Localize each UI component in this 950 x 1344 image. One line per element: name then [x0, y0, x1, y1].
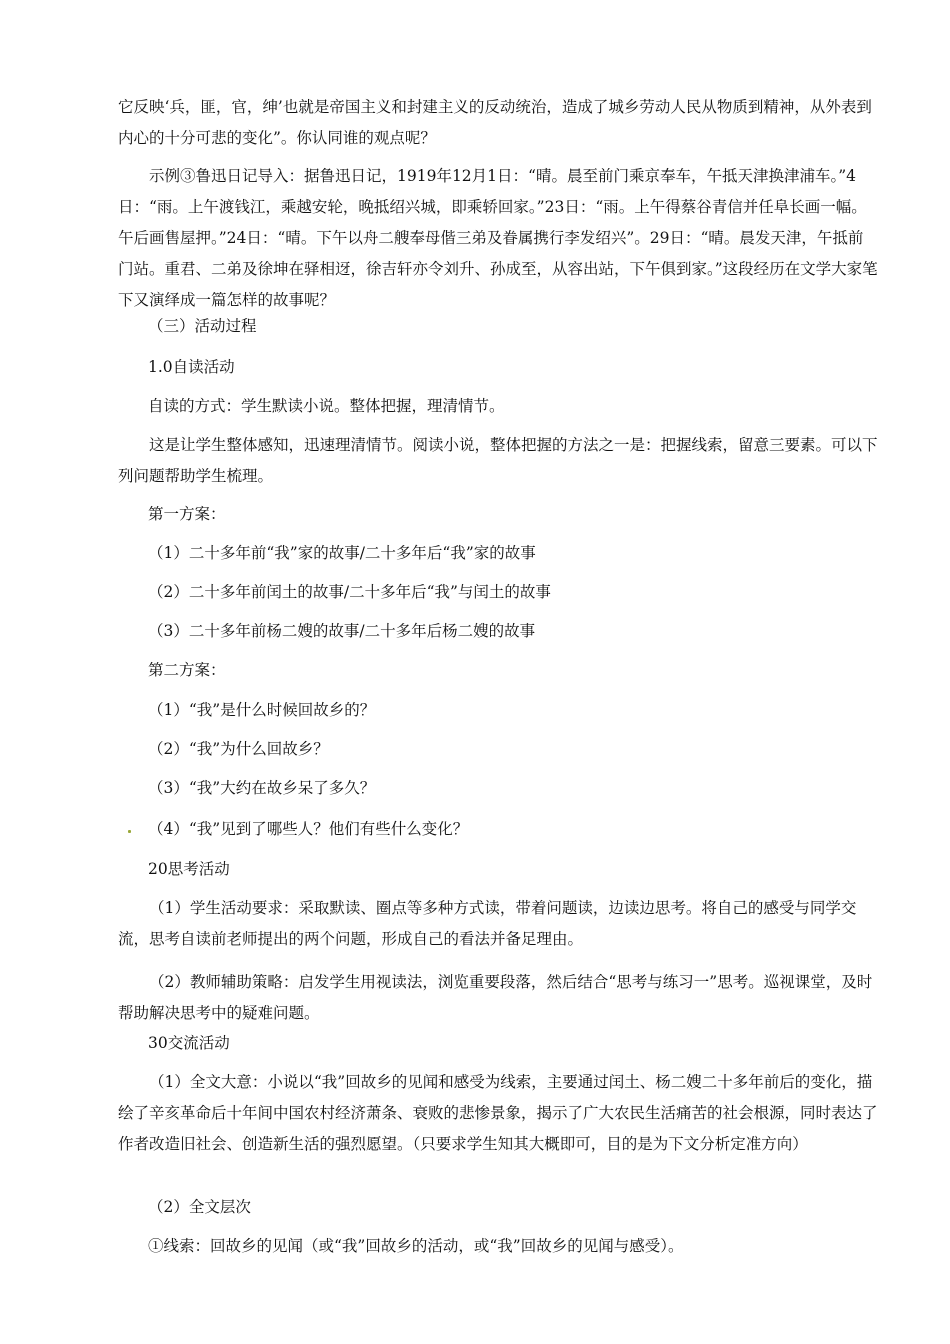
activity2-item: （1）学生活动要求：采取默读、圈点等多种方式读，带着问题读，边读边思考。将自己的感受与同学交流，思考自读前老师提出的两个问题，形成自己的看法并备足理由。 [118, 899, 857, 948]
activity1-title: 1.0自读活动 [148, 358, 235, 376]
intro-paragraph: 它反映‘兵，匪，官，绅’也就是帝国主义和封建主义的反动统治，造成了城乡劳动人民从物质到精神，从外表到内心的十分可悲的变化”。你认同谁的观点呢？ [118, 98, 872, 147]
activity3-item: （1）全文大意：小说以“我”回故乡的见闻和感受为线索，主要通过闰土、杨二嫂二十多年前后的变化，描绘了辛亥革命后十年间中国农村经济萧条、衰败的悲惨景象，揭示了广大农民生活痛苦的社会根源，同时表达了作者改造旧社会、创造新生活的强烈愿望。（只要求学生知其大概即可，目的是为下文分析定准方向） [118, 1073, 878, 1153]
stray-mark [128, 830, 131, 833]
activity2-title: 20思考活动 [148, 860, 230, 878]
plan1-item: （2）二十多年前闰土的故事/二十多年后“我”与闰土的故事 [148, 583, 551, 601]
clue-line: ①线索：回故乡的见闻（或“我”回故乡的活动，或“我”回故乡的见闻与感受）。 [148, 1237, 684, 1255]
activity3-title: 30交流活动 [148, 1034, 230, 1052]
plan2-item: （4）“我”见到了哪些人？他们有些什么变化？ [148, 820, 469, 838]
activity1-description: 这是让学生整体感知，迅速理清情节。阅读小说，整体把握的方法之一是：把握线索，留意三要素。可以下列问题帮助学生梳理。 [118, 436, 878, 485]
plan2-item: （3）“我”大约在故乡呆了多久？ [148, 779, 376, 797]
plan1-item: （1）二十多年前“我”家的故事/二十多年后“我”家的故事 [148, 544, 536, 562]
plan2-item: （2）“我”为什么回故乡？ [148, 740, 329, 758]
plan1-title: 第一方案： [148, 505, 226, 523]
activity3-item: （2）全文层次 [148, 1198, 251, 1216]
section-heading: （三）活动过程 [148, 317, 257, 335]
plan2-title: 第二方案： [148, 661, 226, 679]
example3-paragraph: 示例③鲁迅日记导入：据鲁迅日记，1919年12月1日：“晴。晨至前门乘京奉车，午抵天津换津浦车。”4日：“雨。上午渡钱江，乘越安轮，晚抵绍兴城，即乘轿回家。”23日：“雨。上午得蔡谷青信并任阜长画一幅。午后画售屋押。”24日：“晴。下午以舟二艘奉母偕三弟及眷属携行李发绍兴”。29日：“晴。晨发天津，午抵前门站。重君、二弟及徐坤在驿相迓，徐吉轩亦令刘升、孙成至，从容出站，下午俱到家。”这段经历在文学大家笔下又演绎成一篇怎样的故事呢？ [118, 167, 878, 309]
plan1-item: （3）二十多年前杨二嫂的故事/二十多年后杨二嫂的故事 [148, 622, 536, 640]
plan2-item: （1）“我”是什么时候回故乡的？ [148, 701, 376, 719]
activity1-method: 自读的方式：学生默读小说。整体把握，理清情节。 [148, 397, 505, 415]
activity2-item: （2）教师辅助策略：启发学生用视读法，浏览重要段落，然后结合“思考与练习一”思考。巡视课堂，及时帮助解决思考中的疑难问题。 [118, 973, 873, 1022]
